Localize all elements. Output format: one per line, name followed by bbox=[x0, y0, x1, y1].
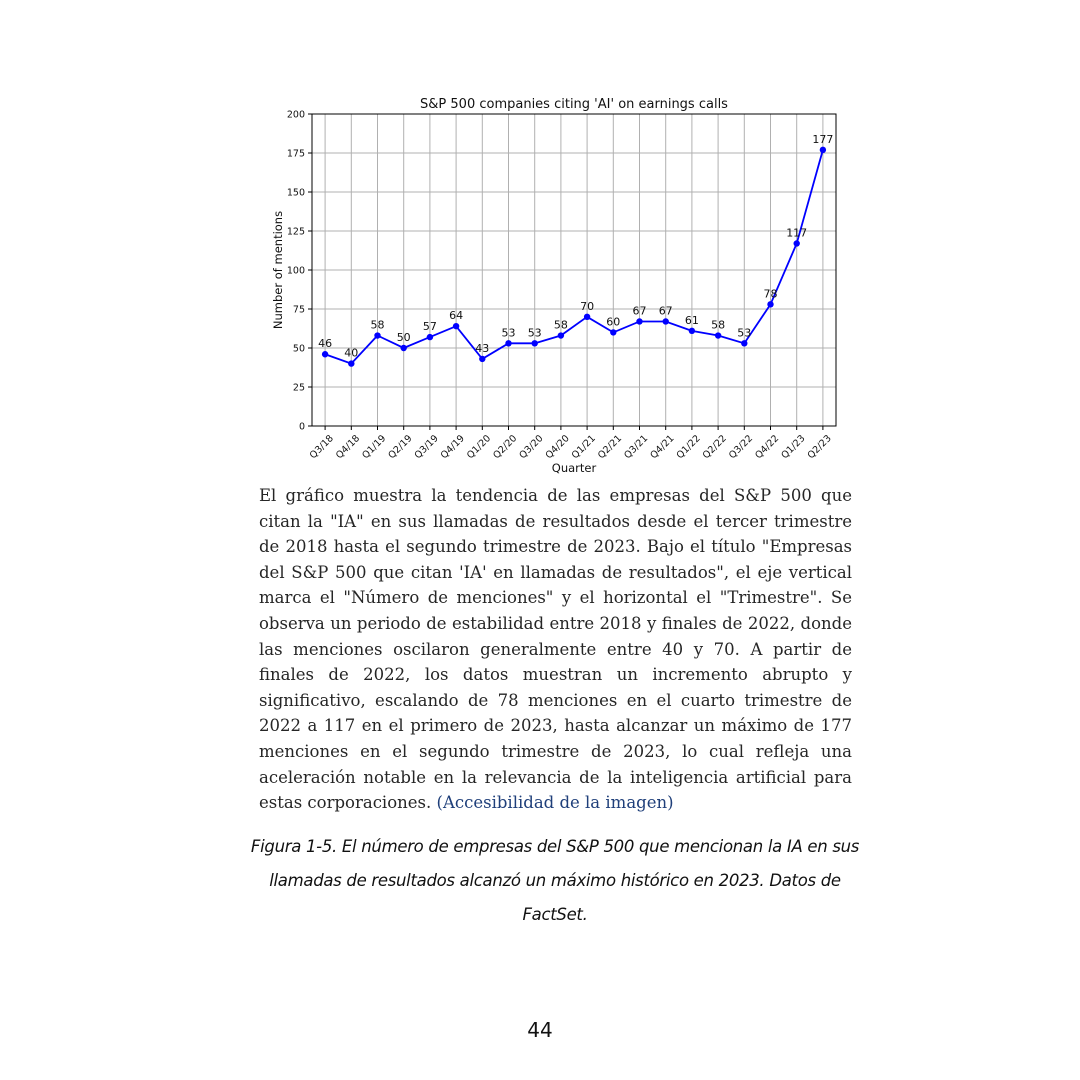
x-tick-label: Q2/23 bbox=[805, 433, 834, 462]
y-tick-label: 150 bbox=[286, 187, 305, 199]
data-point bbox=[741, 340, 747, 346]
data-label: 67 bbox=[658, 304, 673, 318]
y-tick-label: 200 bbox=[286, 109, 305, 121]
data-label: 43 bbox=[475, 341, 490, 355]
x-tick-label: Q1/21 bbox=[569, 433, 598, 462]
data-label: 58 bbox=[370, 318, 385, 332]
line-chart bbox=[258, 88, 858, 478]
figure-caption: Figura 1-5. El número de empresas del S&P 500 que mencionan la IA en sus llamadas de resultados alcanzó un máximo histórico en 2023. Datos de FactSet. bbox=[250, 837, 860, 924]
data-label: 40 bbox=[344, 346, 359, 360]
x-tick-label: Q4/21 bbox=[648, 433, 677, 462]
x-tick-label: Q4/18 bbox=[333, 433, 363, 462]
x-tick-label: Q3/21 bbox=[622, 433, 651, 462]
data-label: 64 bbox=[449, 309, 464, 323]
data-label: 67 bbox=[632, 304, 647, 318]
data-point bbox=[794, 240, 800, 246]
x-tick-label: Q2/22 bbox=[700, 433, 729, 462]
y-tick-label: 75 bbox=[292, 304, 305, 316]
y-tick-label: 175 bbox=[286, 148, 305, 160]
x-tick-label: Q4/20 bbox=[543, 433, 572, 462]
axes bbox=[287, 110, 836, 462]
data-label: 50 bbox=[396, 331, 411, 344]
data-point bbox=[820, 147, 826, 153]
x-tick-label: Q2/19 bbox=[386, 433, 415, 462]
y-tick-label: 125 bbox=[286, 226, 305, 238]
data-point bbox=[636, 318, 642, 324]
data-label: 60 bbox=[606, 315, 621, 329]
grid bbox=[312, 114, 836, 426]
data-label: 58 bbox=[711, 318, 726, 332]
y-axis-label: Number of mentions bbox=[271, 210, 285, 330]
chart-svg bbox=[258, 88, 858, 478]
data-label: 78 bbox=[763, 287, 778, 301]
y-tick-label: 50 bbox=[292, 343, 305, 355]
data-point bbox=[767, 301, 773, 307]
description-paragraph bbox=[259, 483, 852, 816]
data-point bbox=[558, 332, 564, 338]
data-point bbox=[322, 351, 328, 357]
data-label: 53 bbox=[501, 326, 516, 340]
x-tick-label: Q1/22 bbox=[674, 433, 703, 462]
x-tick-label: Q4/22 bbox=[753, 433, 782, 462]
x-tick-label: Q1/20 bbox=[464, 433, 494, 462]
x-tick-label: Q3/20 bbox=[517, 433, 546, 462]
data-label: 53 bbox=[527, 326, 542, 340]
data-point bbox=[505, 340, 511, 346]
x-tick-label: Q3/22 bbox=[726, 433, 756, 462]
data-label: 177 bbox=[812, 132, 834, 146]
x-tick-label: Q1/23 bbox=[779, 433, 808, 462]
data-point bbox=[453, 323, 459, 329]
data-point bbox=[427, 334, 433, 340]
data-label: 46 bbox=[318, 337, 333, 351]
accessibility-link[interactable]: (Accesibilidad de la imagen) bbox=[436, 793, 674, 813]
data-label: 58 bbox=[553, 318, 568, 332]
data-point bbox=[374, 332, 380, 338]
x-tick-label: Q2/21 bbox=[595, 433, 625, 462]
data-point bbox=[348, 360, 354, 366]
data-point bbox=[401, 345, 407, 351]
x-tick-label: Q4/19 bbox=[438, 433, 467, 462]
y-tick-label: 100 bbox=[286, 265, 305, 277]
data-point bbox=[715, 332, 721, 338]
data-point bbox=[584, 314, 590, 320]
data-point bbox=[479, 356, 485, 362]
y-tick-label: 25 bbox=[292, 382, 305, 394]
x-tick-label: Q1/19 bbox=[360, 433, 389, 462]
data-point bbox=[610, 329, 616, 335]
x-tick-label: Q3/19 bbox=[412, 433, 441, 462]
chart-title: S&P 500 companies citing 'AI' on earnings calls bbox=[420, 97, 728, 112]
data-label: 57 bbox=[422, 320, 437, 334]
y-tick-label: 0 bbox=[298, 421, 305, 433]
x-tick-label: Q2/20 bbox=[491, 433, 520, 462]
data-point bbox=[689, 328, 695, 334]
data-point bbox=[532, 340, 538, 346]
description-text: El gráfico muestra la tendencia de las empresas del S&P 500 que citan la "IA" en sus llamadas de resultados desde el tercer trimestre de 2018 hasta el segundo trimestre de 2023. Bajo el título "Empresas del S&P 500 que citan 'IA' en llamadas de resultados", el eje vertical marca el "Número de menciones" y el horizontal el "Trimestre". Se observa un periodo de estabilidad entre 2018 y finales de 2022, donde las menciones oscilaron generalmente entre 40 y 70. A partir de finales de 2022, los datos muestran un incremento abrupto y significativo, escalando de 78 menciones en el cuarto trimestre de 2022 a 117 en el primero de 2023, hasta alcanzar un máximo de 177 menciones en el segundo trimestre de 2023, lo cual refleja una aceleración notable en la relevancia de la inteligencia artificial para estas corporaciones. bbox=[259, 486, 852, 813]
data-label: 117 bbox=[786, 226, 808, 240]
x-tick-label: Q3/18 bbox=[307, 433, 336, 462]
x-axis-label: Quarter bbox=[551, 461, 597, 475]
page-number: 44 bbox=[527, 1018, 553, 1042]
data-label: 70 bbox=[580, 299, 595, 313]
data-label: 53 bbox=[737, 326, 752, 340]
data-label: 61 bbox=[684, 313, 699, 327]
data-point bbox=[663, 318, 669, 324]
